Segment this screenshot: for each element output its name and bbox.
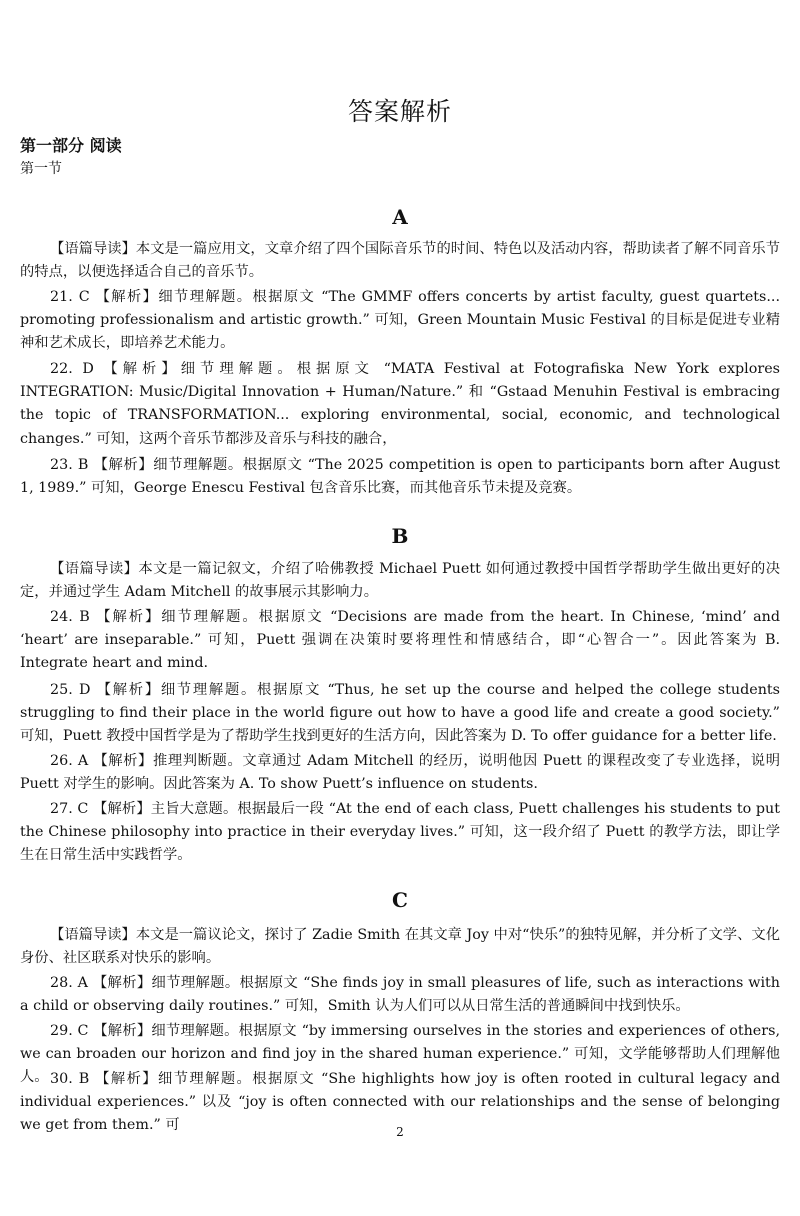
answer-23: 23. B 【解析】细节理解题。根据原文 “The 2025 competition is open to participants born after August 1, 1989.” 可知，George Enescu Festival 包含音乐比赛，而其他音乐节未提及竞赛。 <box>20 457 780 497</box>
section-b-letter: B <box>391 524 409 548</box>
answer-30: 30. B 【解析】细节理解题。根据原文 “She highlights how joy is often rooted in cultural legacy and individual experiences.” 以及 “joy is often connected with our relationships and the sense of belonging we get from them.” 可 <box>20 1071 780 1134</box>
answer-27: 27. C 【解析】主旨大意题。根据最后一段 “At the end of each class, Puett challenges his students to put the Chinese philosophy into practice in their everyday lives.” 可知，这一段介绍了 Puett 的教学方法，即让学生在日常生活中实践哲学。 <box>20 801 780 864</box>
answer-21: 21. C 【解析】细节理解题。根据原文 “The GMMF offers concerts by artist faculty, guest quartets... promoting professionalism and artistic growth.” 可知，Green Mountain Music Festival 的目标是促进专业精神和艺术成长，即培养艺术能力。 <box>20 289 780 352</box>
answer-28: 28. A 【解析】细节理解题。根据原文 “She finds joy in small pleasures of life, such as interactions with a child or observing daily routines.” 可知，Smith 认为人们可以从日常生活的普通瞬间中找到快乐。 <box>20 975 780 1015</box>
answer-26: 26. A 【解析】推理判断题。文章通过 Adam Mitchell 的经历，说明他因 Puett 的课程改变了专业选择，说明 Puett 对学生的影响。因此答案为 A. To show Puett’s influence on students. <box>20 753 780 793</box>
page-number: 2 <box>396 1125 404 1139</box>
part-heading: 第一部分 阅读 <box>20 136 122 155</box>
answer-22: 22. D 【解析】细节理解题。根据原文 “MATA Festival at Fotografiska New York explores INTEGRATION: Music/Digital Innovation + Human/Nature.” 和 “Gstaad Menuhin Festival is embracing the topic of TRANSFORMATION... exploring environmental, social, economic, and technological changes.” 可知，这两个音乐节都涉及音乐与科技的融合， <box>20 361 780 447</box>
answer-25: 25. D 【解析】细节理解题。根据原文 “Thus, he set up the course and helped the college students struggling to find their place in the world figure out how to have a good life and create a good society.” 可知，Puett 教授中国哲学是为了帮助学生找到更好的生活方向，因此答案为 D. To offer guidance for a better life. <box>20 682 780 745</box>
section-a-intro: 【语篇导读】本文是一篇应用文，文章介绍了四个国际音乐节的时间、特色以及活动内容，帮助读者了解不同音乐节的特点，以便选择适合自己的音乐节。 <box>20 241 780 281</box>
section-c-letter: C <box>392 888 408 912</box>
page-title: 答案解析 <box>347 97 452 126</box>
section-b-intro: 【语篇导读】本文是一篇记叙文，介绍了哈佛教授 Michael Puett 如何通过教授中国哲学帮助学生做出更好的决定，并通过学生 Adam Mitchell 的故事展示其影响力。 <box>20 561 780 601</box>
section-a-letter: A <box>392 205 408 229</box>
section-heading: 第一节 <box>20 161 62 177</box>
answer-24: 24. B 【解析】细节理解题。根据原文 “Decisions are made from the heart. In Chinese, ‘mind’ and ‘heart’ are inseparable.” 可知，Puett 强调在决策时要将理性和情感结合，即“心智合一”。因此答案为 B. Integrate heart and mind. <box>20 609 780 672</box>
answer-29: 29. C 【解析】细节理解题。根据原文 “by immersing ourselves in the stories and experiences of others, we can broaden our horizon and find joy in the shared human experience.” 可知，文学能够帮助人们理解他人。 <box>20 1023 780 1086</box>
section-c-intro: 【语篇导读】本文是一篇议论文，探讨了 Zadie Smith 在其文章 Joy 中对“快乐”的独特见解，并分析了文学、文化身份、社区联系对快乐的影响。 <box>20 927 780 967</box>
